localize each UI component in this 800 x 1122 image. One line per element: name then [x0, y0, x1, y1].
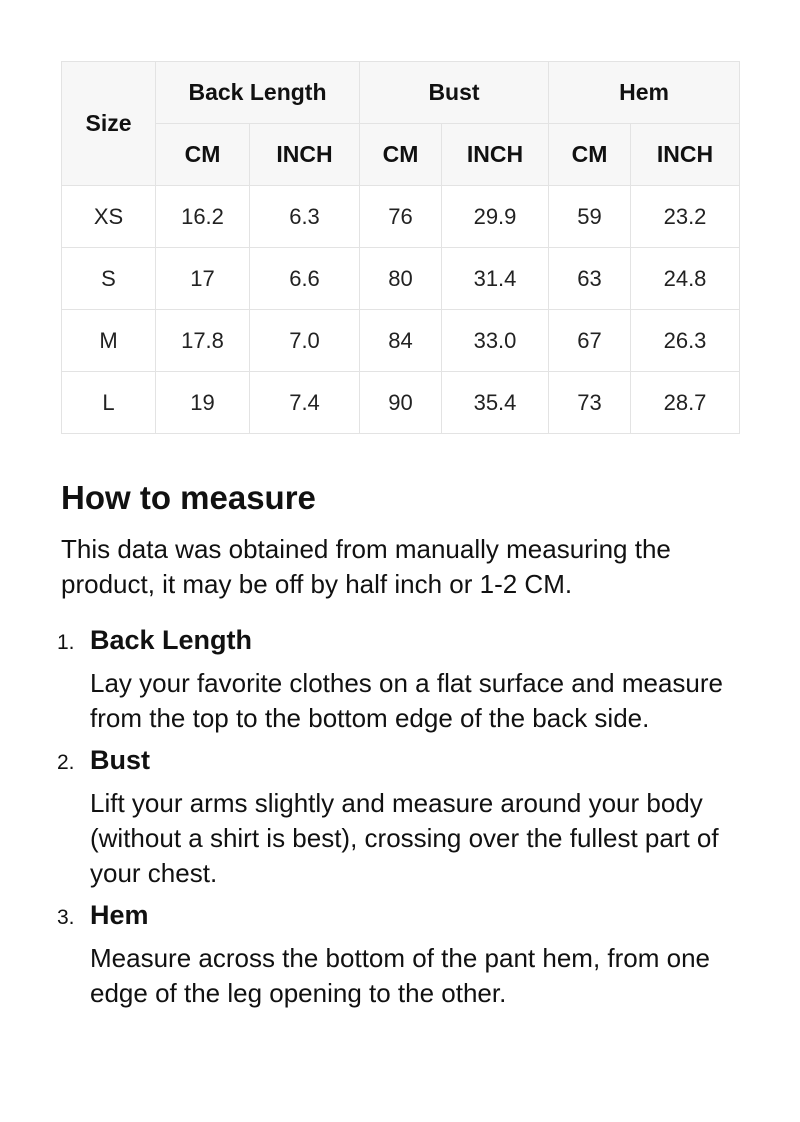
- value-cell: 6.6: [250, 248, 360, 310]
- table-header-row: [62, 62, 740, 124]
- list-item-text: Lift your arms slightly and measure around your body (without a shirt is best), crossing over the fullest part of your chest.: [90, 788, 719, 888]
- table-row: [62, 372, 740, 434]
- table-row: [62, 186, 740, 248]
- value-cell: 90: [360, 372, 442, 434]
- value-cell: 33.0: [442, 310, 549, 372]
- table-row: [62, 310, 740, 372]
- value-cell: 7.4: [250, 372, 360, 434]
- value-cell: 7.0: [250, 310, 360, 372]
- value-cell: 73: [549, 372, 631, 434]
- size-header: Size: [62, 62, 156, 186]
- list-item: [57, 897, 751, 1011]
- table-row: [62, 248, 740, 310]
- value-cell: 67: [549, 310, 631, 372]
- size-cell: S: [62, 248, 156, 310]
- value-cell: 6.3: [250, 186, 360, 248]
- value-cell: 29.9: [442, 186, 549, 248]
- list-item: [57, 622, 751, 736]
- measurement-guide: [57, 476, 751, 1017]
- value-cell: 63: [549, 248, 631, 310]
- unit-header: INCH: [631, 124, 740, 186]
- list-item-title: Hem: [90, 900, 149, 930]
- list-item: [57, 742, 751, 891]
- size-cell: M: [62, 310, 156, 372]
- unit-header: CM: [549, 124, 631, 186]
- value-cell: 19: [156, 372, 250, 434]
- list-item-title: Bust: [90, 745, 150, 775]
- value-cell: 17: [156, 248, 250, 310]
- list-item-text: Lay your favorite clothes on a flat surface and measure from the top to the bottom edge of the back side.: [90, 668, 724, 733]
- list-item-number: 1.: [57, 631, 75, 654]
- value-cell: 23.2: [631, 186, 740, 248]
- value-cell: 24.8: [631, 248, 740, 310]
- value-cell: 28.7: [631, 372, 740, 434]
- group-header-back-length: Back Length: [156, 62, 360, 124]
- group-header-hem: Hem: [549, 62, 740, 124]
- list-item-title: Back Length: [90, 625, 253, 655]
- table-unit-row: [62, 124, 740, 186]
- guide-list: [57, 622, 751, 1011]
- list-item-number: 2.: [57, 751, 75, 774]
- list-item-text: Measure across the bottom of the pant hem, from one edge of the leg opening to the other.: [90, 943, 710, 1008]
- value-cell: 80: [360, 248, 442, 310]
- value-cell: 84: [360, 310, 442, 372]
- value-cell: 17.8: [156, 310, 250, 372]
- value-cell: 35.4: [442, 372, 549, 434]
- list-item-number: 3.: [57, 906, 75, 929]
- unit-header: INCH: [250, 124, 360, 186]
- guide-title: How to measure: [61, 479, 316, 516]
- unit-header: INCH: [442, 124, 549, 186]
- size-chart-table: [61, 61, 740, 434]
- value-cell: 59: [549, 186, 631, 248]
- value-cell: 31.4: [442, 248, 549, 310]
- value-cell: 26.3: [631, 310, 740, 372]
- size-cell: XS: [62, 186, 156, 248]
- value-cell: 76: [360, 186, 442, 248]
- group-header-bust: Bust: [360, 62, 549, 124]
- value-cell: 16.2: [156, 186, 250, 248]
- size-cell: L: [62, 372, 156, 434]
- guide-intro: This data was obtained from manually measuring the product, it may be off by half inch or 1-2 CM.: [61, 534, 671, 599]
- unit-header: CM: [156, 124, 250, 186]
- unit-header: CM: [360, 124, 442, 186]
